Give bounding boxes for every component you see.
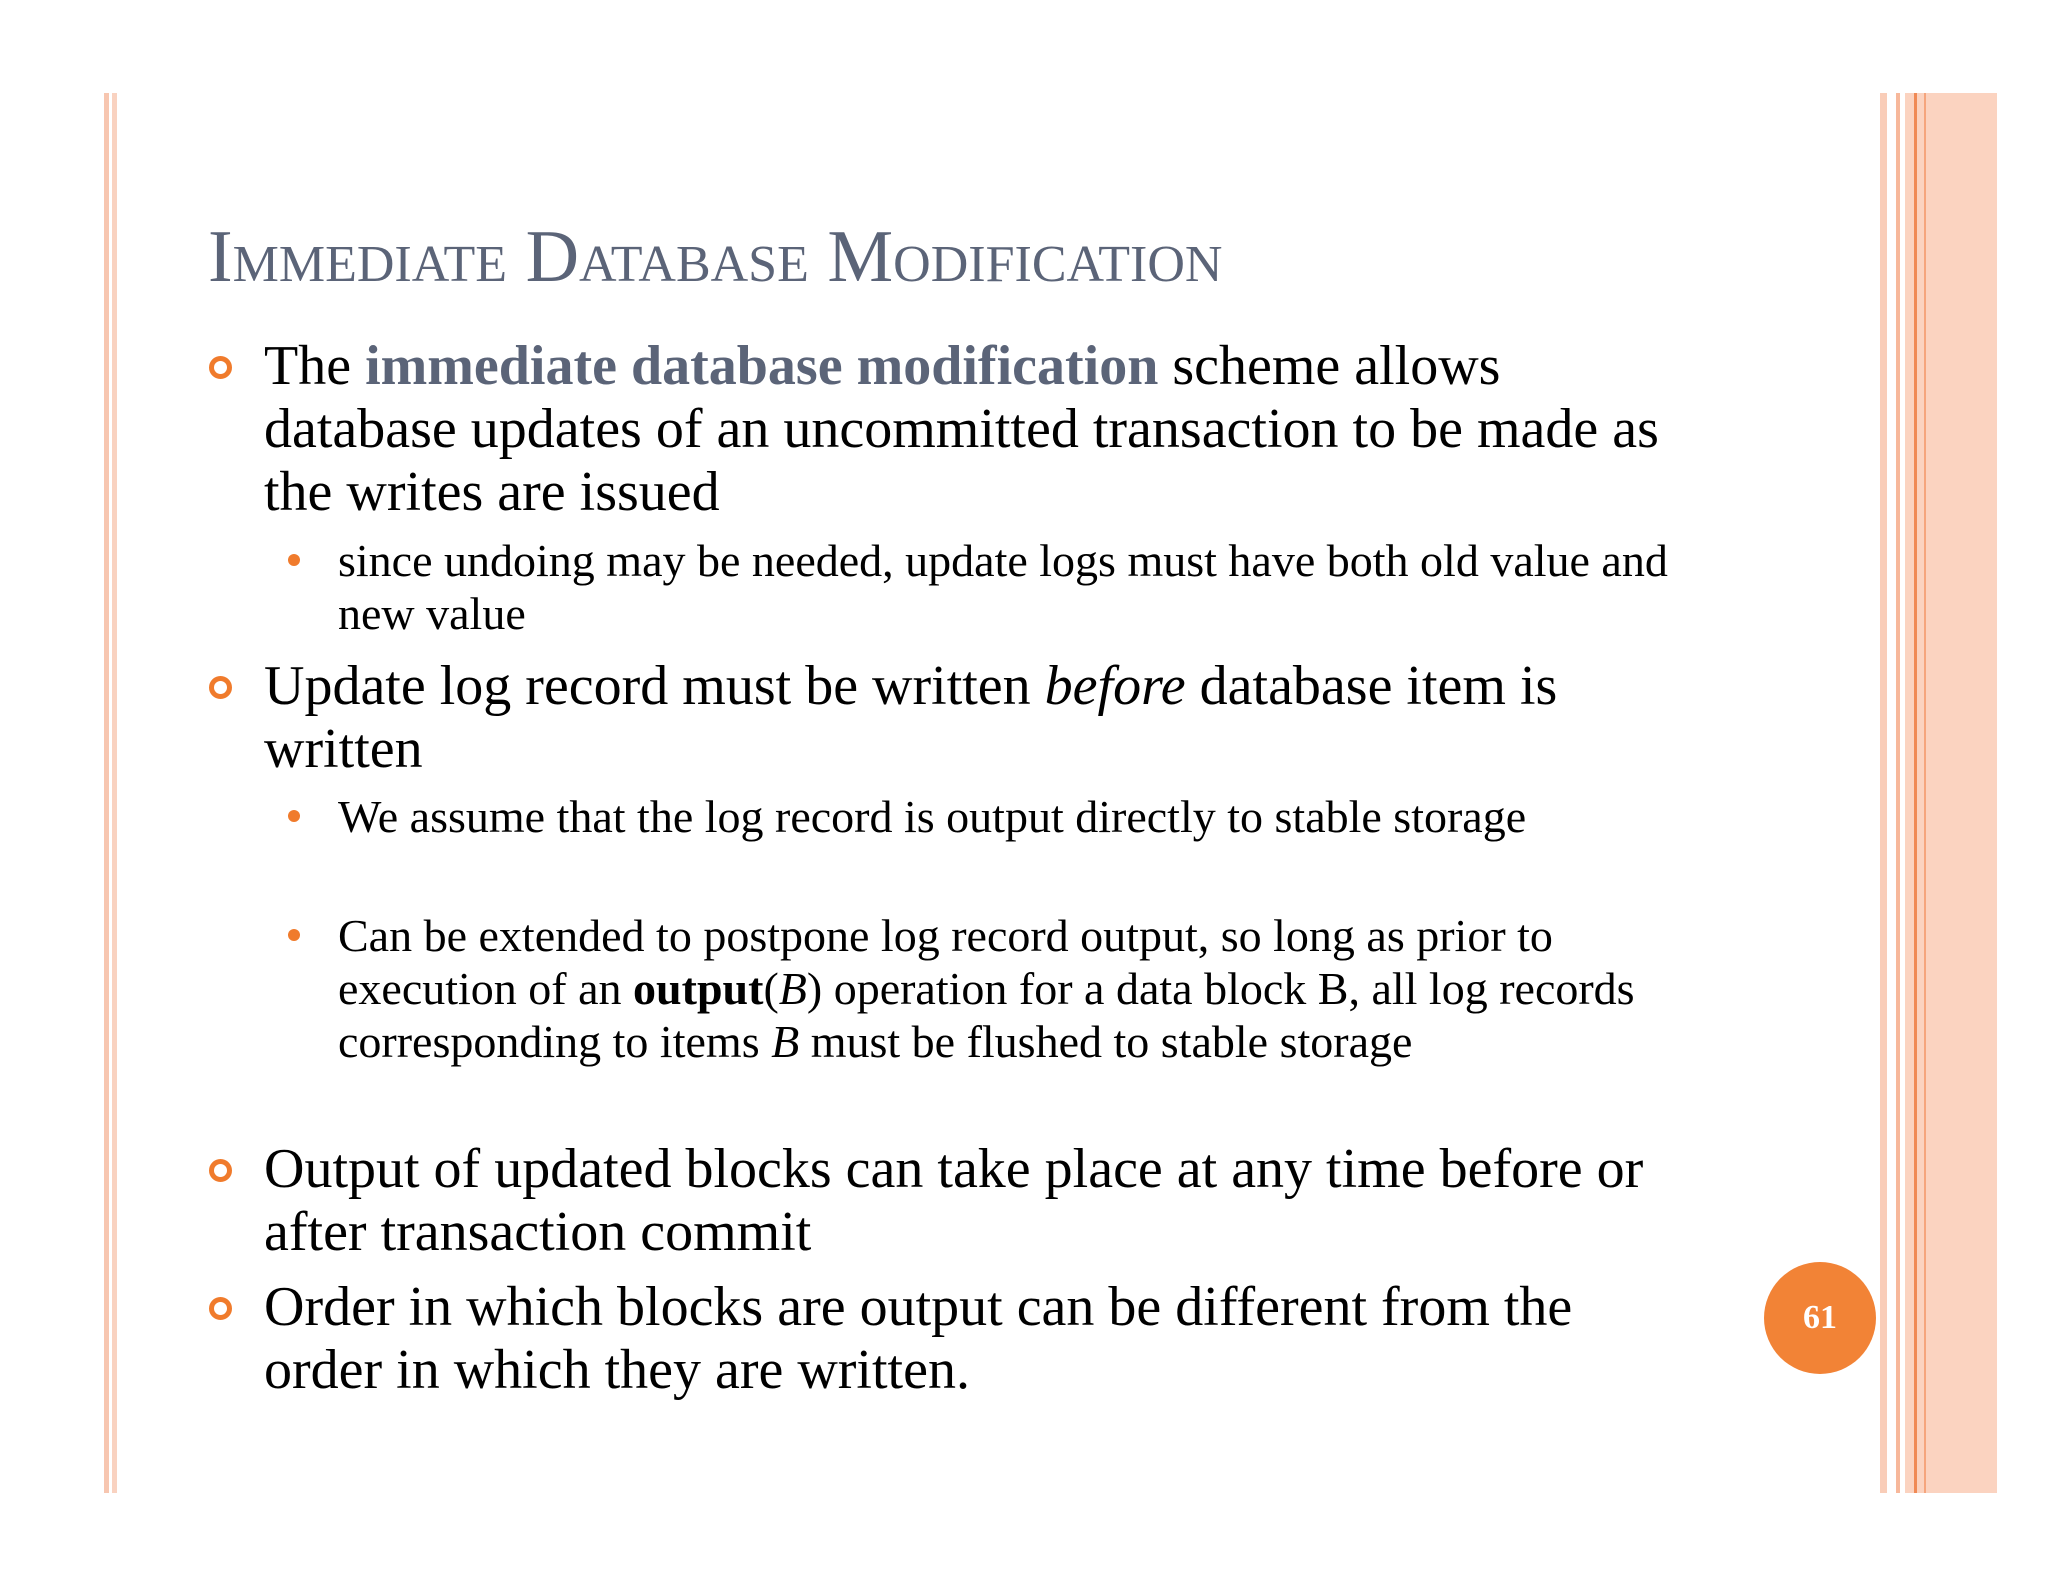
right-stripe — [1880, 93, 1887, 1493]
variable-b: B — [771, 1016, 800, 1067]
page-number-badge — [1764, 1262, 1876, 1374]
bullet-1-term: immediate database modification — [365, 335, 1159, 397]
output-keyword: output — [633, 963, 764, 1014]
dot-bullet-icon — [288, 810, 300, 822]
bullet-2-sub-2-text-4: must be flushed to stable storage — [799, 1016, 1413, 1067]
bullet-1-sub-1 — [338, 534, 1678, 640]
bullet-4-text: Order in which blocks are output can be different from the order in which they are written. — [264, 1276, 1573, 1401]
bullet-1-text-after: scheme allows database updates of an uncommitted transaction to be made as the writes are issued — [264, 335, 1659, 523]
dot-bullet-icon — [288, 929, 300, 941]
ring-bullet-icon — [209, 676, 232, 699]
bullet-2-emphasis: before — [1044, 655, 1186, 717]
right-band — [1905, 93, 1997, 1493]
right-stripe-accent — [1914, 93, 1917, 1493]
bullet-1 — [264, 335, 1684, 524]
bullet-2 — [264, 655, 1684, 781]
variable-b: B — [778, 963, 807, 1014]
right-stripe-accent — [1924, 93, 1926, 1493]
bullet-3-text: Output of updated blocks can take place at any time before or after transaction commit — [264, 1138, 1644, 1263]
dot-bullet-icon — [288, 554, 300, 566]
page-number: 61 — [1803, 1299, 1837, 1336]
bullet-2-sub-2-text-1: Can be extended to postpone log record output, so long as prior to execution of an — [338, 910, 1553, 1014]
right-stripe — [1896, 93, 1900, 1493]
bullet-2-text-before: Update log record must be written — [264, 655, 1045, 717]
slide-title: Immediate Database Modification — [208, 216, 1223, 298]
bullet-1-text-before: The — [264, 335, 366, 397]
bullet-2-sub-2-text-2: ( — [763, 963, 779, 1014]
bullet-2-sub-2-text-3: ) operation for a data block B, all log records corresponding to items — [338, 963, 1635, 1067]
ring-bullet-icon — [209, 356, 232, 379]
bullet-1-sub-1-text: since undoing may be needed, update logs must have both old value and new value — [338, 535, 1668, 639]
left-stripe — [104, 93, 109, 1493]
bullet-4 — [264, 1276, 1684, 1402]
left-stripe — [112, 93, 117, 1493]
bullet-3 — [264, 1138, 1684, 1264]
bullet-2-sub-2 — [338, 909, 1678, 1068]
ring-bullet-icon — [209, 1159, 232, 1182]
ring-bullet-icon — [209, 1297, 232, 1320]
bullet-2-sub-1 — [338, 790, 1678, 843]
bullet-2-text-after: database item is written — [264, 655, 1558, 780]
bullet-2-sub-1-text: We assume that the log record is output directly to stable storage — [338, 791, 1527, 842]
